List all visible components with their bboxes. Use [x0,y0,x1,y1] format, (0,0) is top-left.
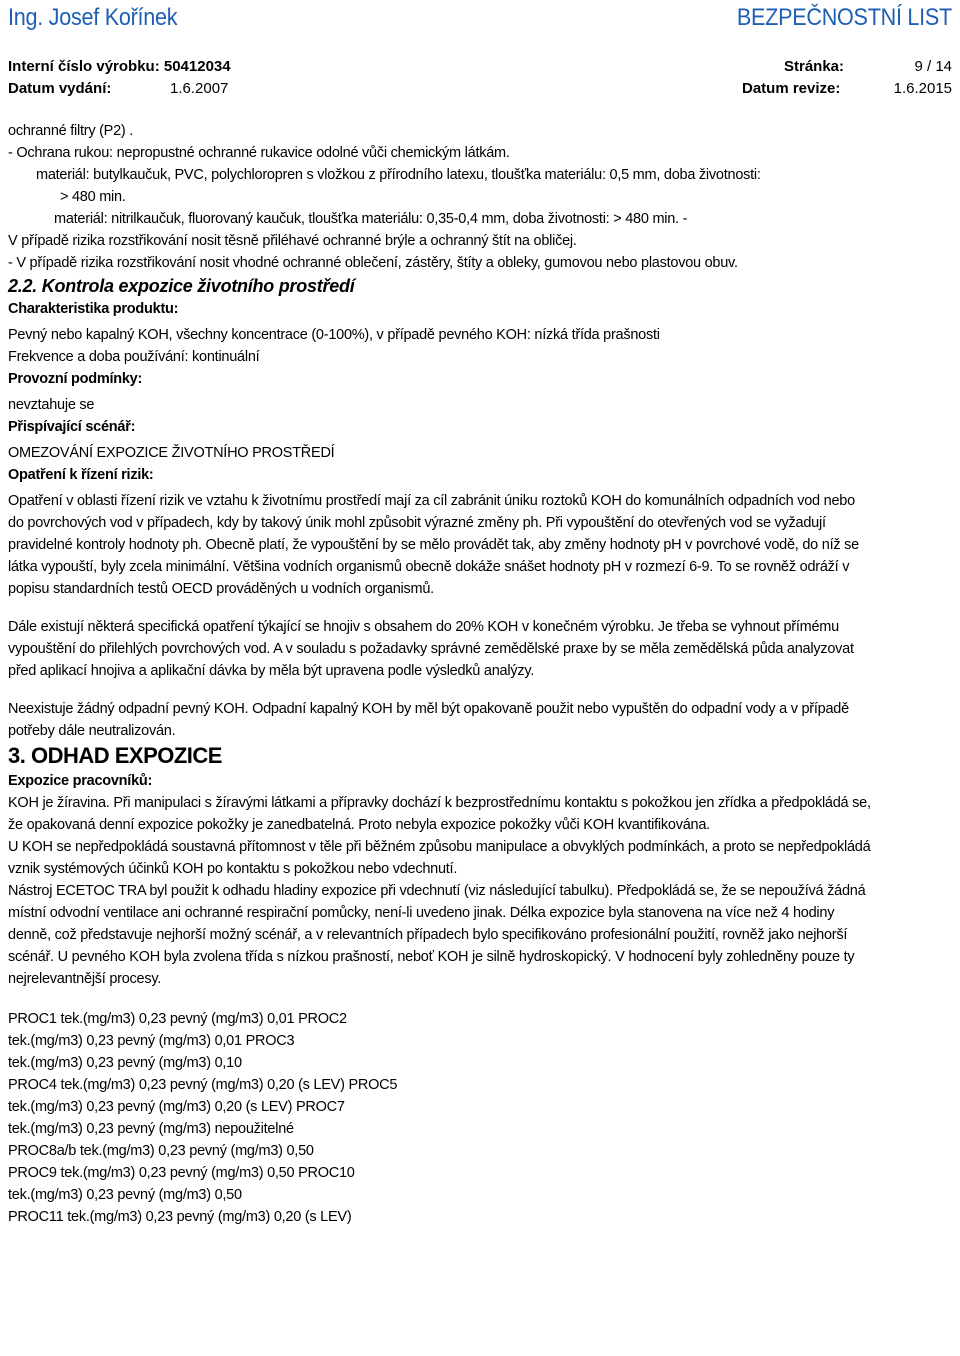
revision-date-label: Datum revize: [742,80,841,97]
page-label: Stránka: [784,58,845,75]
proc-line: PROC1 tek.(mg/m3) 0,23 pevný (mg/m3) 0,01 PROC2 [8,1011,347,1027]
product-characteristics-text: Frekvence a doba používání: kontinuální [8,349,260,365]
proc-line: tek.(mg/m3) 0,23 pevný (mg/m3) nepoužitelné [8,1121,294,1137]
contributing-scenario-label: Přispívající scénář: [8,419,136,435]
protection-line: > 480 min. [60,189,126,205]
paragraph-line: místní odvodní ventilace ani ochranné respirační pomůcky, není-li uvedeno jinak. Délka expozice byla stanovena na více než 4 hodiny [8,905,835,921]
section-2-2-heading: 2.2. Kontrola expozice životního prostředí [8,276,355,296]
company-name: Ing. Josef Kořínek [8,4,178,31]
meta-row-product [8,58,952,78]
operating-conditions-label: Provozní podmínky: [8,371,143,387]
protection-line: - V případě rizika rozstřikování nosit vhodné ochranné oblečení, zástěry, štíty a obleky, gumovou nebo plastovou obuv. [8,255,738,271]
document-body [8,120,954,1228]
paragraph-line: popisu standardních testů OECD prováděných u vodních organismů. [8,581,434,597]
risk-measures-label: Opatření k řízení rizik: [8,467,154,483]
proc-line: tek.(mg/m3) 0,23 pevný (mg/m3) 0,20 (s LEV) PROC7 [8,1099,345,1115]
proc-line: PROC4 tek.(mg/m3) 0,23 pevný (mg/m3) 0,20 (s LEV) PROC5 [8,1077,398,1093]
revision-date-value: 1.6.2015 [893,80,952,97]
paragraph-line: vznik systémových účinků KOH po kontaktu s pokožkou nebo vdechnutí. [8,861,458,877]
paragraph-line: do povrchových vod v případech, kdy by takový únik mohl způsobit výrazné změny ph. Při vypouštění do otevřených vod se vyžadují [8,515,826,531]
proc-line: tek.(mg/m3) 0,23 pevný (mg/m3) 0,01 PROC3 [8,1033,295,1049]
paragraph-line: Neexistuje žádný odpadní pevný KOH. Odpadní kapalný KOH by měl být opakovaně použit nebo vypuštěn do odpadní vody a v případě [8,701,849,717]
protection-line: materiál: butylkaučuk, PVC, polychloropren s vložkou z přírodního latexu, tloušťka materiálu: 0,5 mm, doba životnosti: [36,167,761,183]
document-header [8,4,952,34]
paragraph-line: KOH je žíravina. Při manipulaci s žíravými látkami a přípravky dochází k bezprostřednímu kontaktu s pokožkou jen zřídka a předpokládá se, [8,795,871,811]
document-type-title: BEZPEČNOSTNÍ LIST [736,4,952,31]
proc-line: tek.(mg/m3) 0,23 pevný (mg/m3) 0,50 [8,1187,242,1203]
paragraph-line: Opatření v oblasti řízení rizik ve vztahu k životnímu prostředí mají za cíl zabránit úniku roztoků KOH do komunálních odpadních vod nebo [8,493,855,509]
proc-line: PROC9 tek.(mg/m3) 0,23 pevný (mg/m3) 0,50 PROC10 [8,1165,355,1181]
protection-line: materiál: nitrilkaučuk, fluorovaný kaučuk, tloušťka materiálu: 0,35-0,4 mm, doba životnosti: > 480 min. - [54,211,688,227]
paragraph-line: nejrelevantnější procesy. [8,971,162,987]
protection-line: ochranné filtry (P2) . [8,123,134,139]
paragraph-line: že opakovaná denní expozice pokožky je zanedbatelná. Proto nebyla expozice pokožky vůči KOH kvantifikována. [8,817,710,833]
page-value: 9 / 14 [914,58,952,75]
proc-line: PROC11 tek.(mg/m3) 0,23 pevný (mg/m3) 0,20 (s LEV) [8,1209,352,1225]
product-characteristics-label: Charakteristika produktu: [8,301,179,317]
proc-line: PROC8a/b tek.(mg/m3) 0,23 pevný (mg/m3) 0,50 [8,1143,314,1159]
proc-line: tek.(mg/m3) 0,23 pevný (mg/m3) 0,10 [8,1055,242,1071]
section-3-heading: 3. ODHAD EXPOZICE [8,743,222,768]
issue-date-value: 1.6.2007 [170,80,229,97]
paragraph-line: Nástroj ECETOC TRA byl použit k odhadu hladiny expozice při vdechnutí (viz následující tabulku). Předpokládá se, že se nepoužívá žádná [8,883,866,899]
paragraph-line: pravidelné kontroly hodnoty ph. Obecně platí, že vypouštění by se mělo provádět tak, aby změny hodnoty pH v povrchové vodě, do níž se [8,537,859,553]
issue-date-label: Datum vydání: [8,80,112,97]
protection-line: - Ochrana rukou: nepropustné ochranné rukavice odolné vůči chemickým látkám. [8,145,510,161]
paragraph-line: U KOH se nepředpokládá soustavná přítomnost v těle při běžném způsobu manipulace a obvyklých podmínkách, a proto se nepředpokládá [8,839,871,855]
protection-line: V případě rizika rozstřikování nosit těsně přiléhavé ochranné brýle a ochranný štít na obličej. [8,233,577,249]
paragraph-line: látka vypouští, byly zcela minimální. Většina vodních organismů obecně dokáže snášet hodnoty pH v rozmezí 6-9. To se rovněž odráží v [8,559,850,575]
meta-row-dates [8,80,952,100]
paragraph-line: před aplikací hnojiva a aplikační dávka by měla být upravena podle výsledků analýzy. [8,663,535,679]
paragraph-line: scénář. U pevného KOH byla zvolena třída s nízkou prašností, neboť KOH je silně hydroskopický. V hodnocení byly zohledněny pouze ty [8,949,855,965]
paragraph-line: vypouštění do přilehlých povrchových vod. A v souladu s požadavky správné zemědělské praxe by se měla zemědělská půda analyzovat [8,641,854,657]
paragraph-line: denně, což představuje nejhorší možný scénář, a v relevantních případech bylo specifikováno profesionální použití, rovněž jako nejhorší [8,927,848,943]
product-number: Interní číslo výrobku: 50412034 [8,58,231,75]
paragraph-line: Dále existují některá specifická opatření týkající se hnojiv s obsahem do 20% KOH v konečném výrobku. Je třeba se vyhnout přímému [8,619,839,635]
contributing-scenario-text: OMEZOVÁNÍ EXPOZICE ŽIVOTNÍHO PROSTŘEDÍ [8,445,335,461]
paragraph-line: potřeby dále neutralizován. [8,723,176,739]
operating-conditions-text: nevztahuje se [8,397,95,413]
product-characteristics-text: Pevný nebo kapalný KOH, všechny koncentrace (0-100%), v případě pevného KOH: nízká třída prašnosti [8,327,660,343]
worker-exposure-label: Expozice pracovníků: [8,773,153,789]
